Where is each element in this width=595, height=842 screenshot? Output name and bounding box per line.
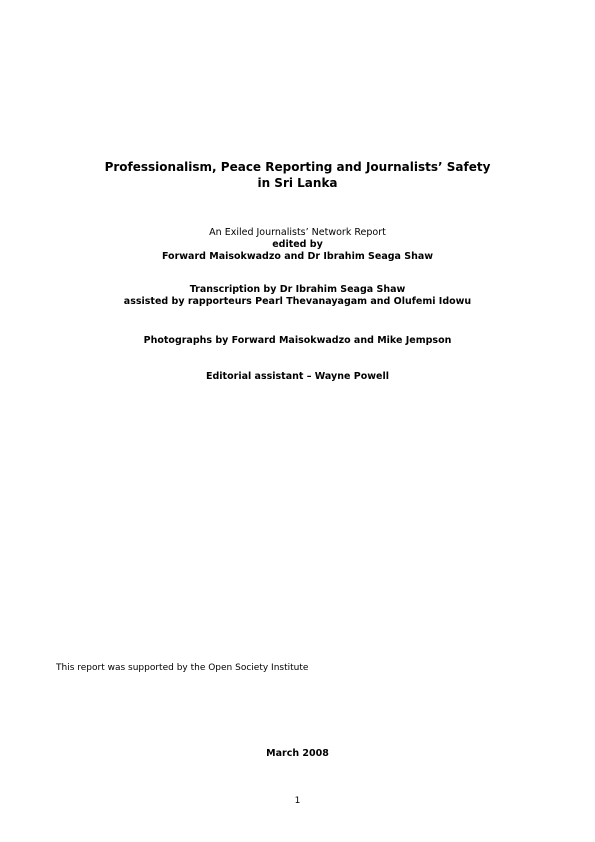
transcription-credits bbox=[0, 284, 595, 308]
transcription-line: Transcription by Dr Ibrahim Seaga Shaw bbox=[189, 284, 406, 295]
edited-by-label: edited by bbox=[272, 239, 323, 250]
support-statement: This report was supported by the Open Society Institute bbox=[56, 663, 309, 673]
report-title-line-2: in Sri Lanka bbox=[257, 176, 338, 190]
report-title-line-1: Professionalism, Peace Reporting and Journalists’ Safety bbox=[104, 160, 491, 174]
editorial-assistant-credit: Editorial assistant – Wayne Powell bbox=[206, 371, 389, 382]
editors-names: Forward Maisokwadzo and Dr Ibrahim Seaga Shaw bbox=[161, 251, 434, 262]
report-subtitle bbox=[0, 227, 595, 263]
publication-date: March 2008 bbox=[266, 748, 329, 759]
report-title bbox=[0, 159, 595, 191]
page-number: 1 bbox=[294, 796, 301, 806]
photographs-credit: Photographs by Forward Maisokwadzo and Mike Jempson bbox=[143, 335, 452, 346]
report-series: An Exiled Journalists’ Network Report bbox=[209, 227, 386, 238]
rapporteurs-line: assisted by rapporteurs Pearl Thevanayagam and Olufemi Idowu bbox=[123, 296, 472, 307]
